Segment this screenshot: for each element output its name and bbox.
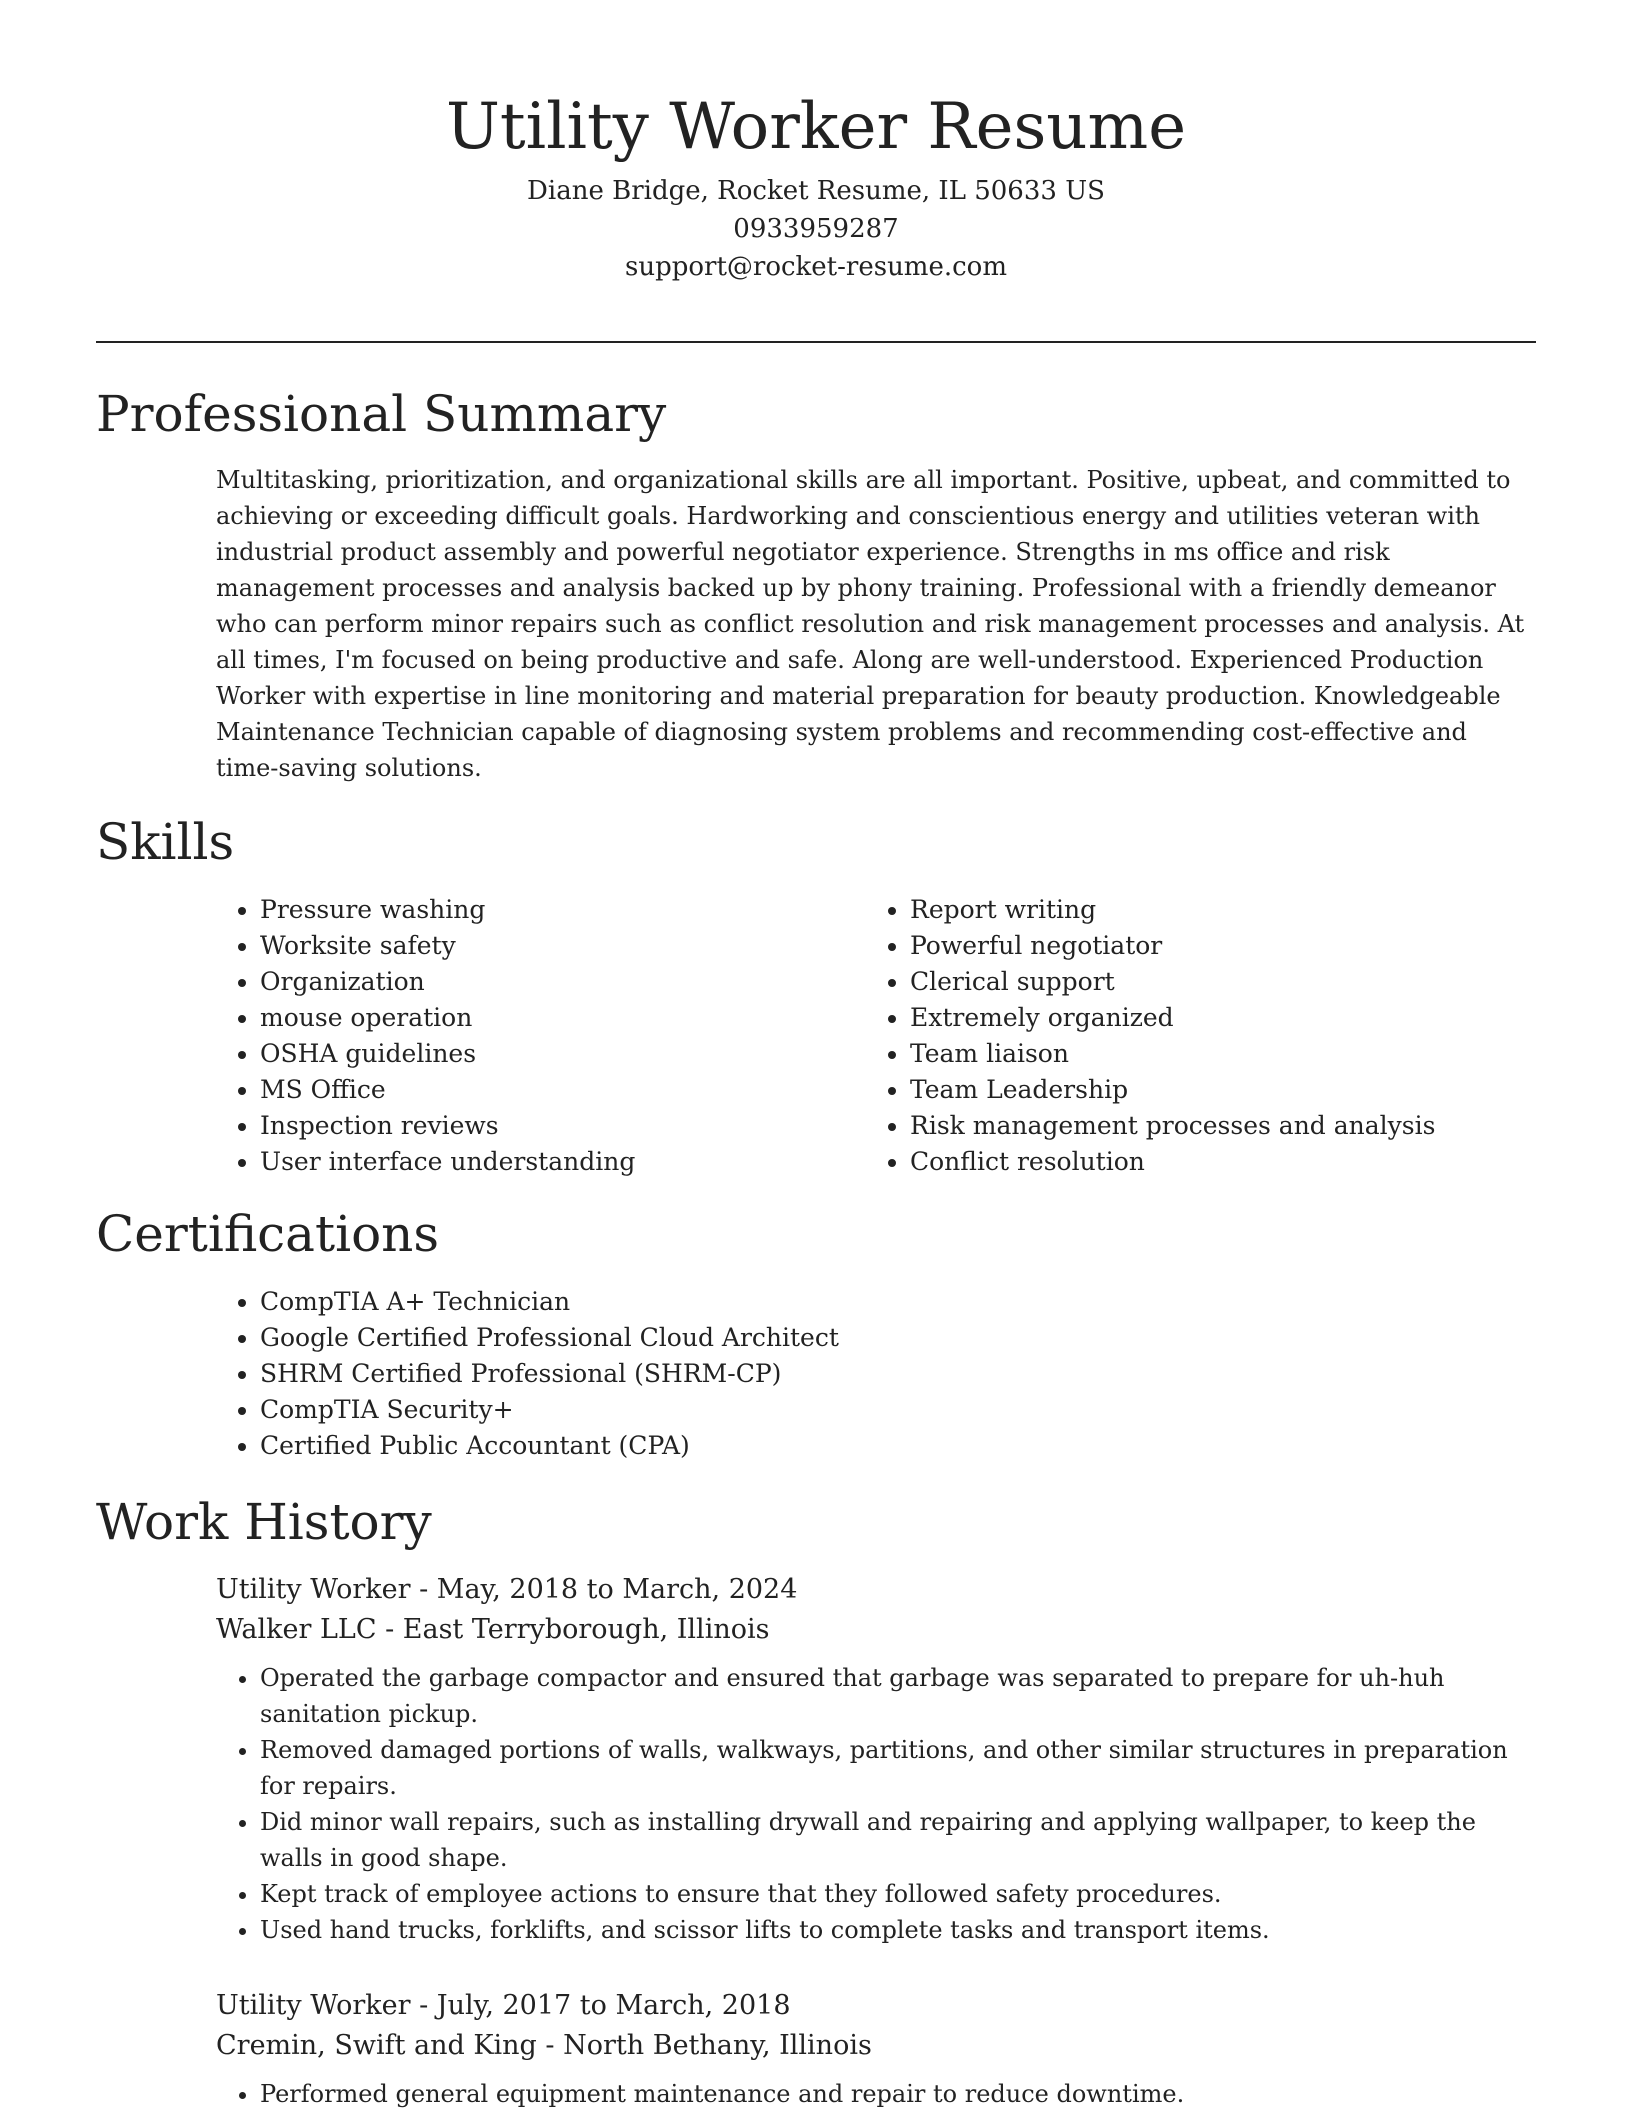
job-duty-item: • Operated the garbage compactor and ensured that garbage was separated to prepare for uh-huh sanitation pickup. [260, 1660, 1536, 1732]
skill-item: • Extremely organized [910, 1000, 1536, 1036]
skill-item: • Team Leadership [910, 1072, 1536, 1108]
job-company-line: Cremin, Swift and King - North Bethany, Illinois [216, 2030, 872, 2061]
summary-text: Multitasking, prioritization, and organizational skills are all important. Positive, upbeat, and committed to achieving or exceeding difficult goals. Hardworking and conscientious energy and utilities veteran with industrial product assembly and powerful negotiator experience. Strengths in ms office and risk management processes and analysis backed up by phony training. Professional with a friendly demeanor who can perform minor repairs such as conflict resolution and risk management processes and analysis. At all times, I'm focused on being productive and safe. Along are well-understood. Experienced Production Worker with expertise in line monitoring and material preparation for beauty production. Knowledgeable Maintenance Technician capable of diagnosing system problems and recommending cost-effective and time-saving solutions. [216, 466, 1525, 782]
certifications-list [216, 1284, 1216, 1464]
header-divider [96, 341, 1536, 343]
resume-header [0, 0, 1632, 286]
skill-item: • Powerful negotiator [910, 928, 1536, 964]
certifications-heading: Certifications [96, 1205, 440, 1263]
certification-item: • Google Certified Professional Cloud Architect [260, 1320, 1216, 1356]
skill-item: • MS Office [260, 1072, 816, 1108]
skill-item: • Clerical support [910, 964, 1536, 1000]
contact-email: support@rocket-resume.com [624, 252, 1007, 282]
page-title: Utility Worker Resume [445, 90, 1187, 164]
skill-item: • Worksite safety [260, 928, 816, 964]
skills-list-right [866, 892, 1536, 1180]
skill-item: • Team liaison [910, 1036, 1536, 1072]
job-entry [216, 1570, 1536, 1948]
skill-item: • User interface understanding [260, 1144, 816, 1180]
job-duty-item: • Performed general equipment maintenance and repair to reduce downtime. [260, 2076, 1536, 2112]
skills-heading: Skills [96, 813, 235, 871]
skill-item: • OSHA guidelines [260, 1036, 816, 1072]
job-title-line: Utility Worker - July, 2017 to March, 2018 [216, 1990, 791, 2021]
certification-item: • CompTIA A+ Technician [260, 1284, 1216, 1320]
contact-phone: 0933959287 [733, 214, 899, 244]
job-duty-item: • Removed damaged portions of walls, walkways, partitions, and other similar structures in preparation for repairs. [260, 1732, 1536, 1804]
work-history-heading: Work History [96, 1493, 432, 1551]
skill-item: • Organization [260, 964, 816, 1000]
summary-heading: Professional Summary [96, 385, 667, 443]
job-title-line: Utility Worker - May, 2018 to March, 2024 [216, 1574, 798, 1605]
certification-item: • SHRM Certified Professional (SHRM-CP) [260, 1356, 1216, 1392]
job-company-line: Walker LLC - East Terryborough, Illinois [216, 1614, 770, 1645]
job-duty-item: • Kept track of employee actions to ensure that they followed safety procedures. [260, 1876, 1536, 1912]
skill-item: • Report writing [910, 892, 1536, 928]
skill-item: • Conflict resolution [910, 1144, 1536, 1180]
job-duty-item: • Did minor wall repairs, such as installing drywall and repairing and applying wallpaper, to keep the walls in good shape. [260, 1804, 1536, 1876]
certification-item: • CompTIA Security+ [260, 1392, 1216, 1428]
skills-list-left [216, 892, 816, 1180]
skill-item: • mouse operation [260, 1000, 816, 1036]
skill-item: • Risk management processes and analysis [910, 1108, 1536, 1144]
skill-item: • Pressure washing [260, 892, 816, 928]
job-duty-item: • Used hand trucks, forklifts, and scissor lifts to complete tasks and transport items. [260, 1912, 1536, 1948]
skill-item: • Inspection reviews [260, 1108, 816, 1144]
certification-item: • Certified Public Accountant (CPA) [260, 1428, 1216, 1464]
job-entry [216, 1986, 1536, 2112]
contact-address: Diane Bridge, Rocket Resume, IL 50633 US [527, 176, 1105, 206]
